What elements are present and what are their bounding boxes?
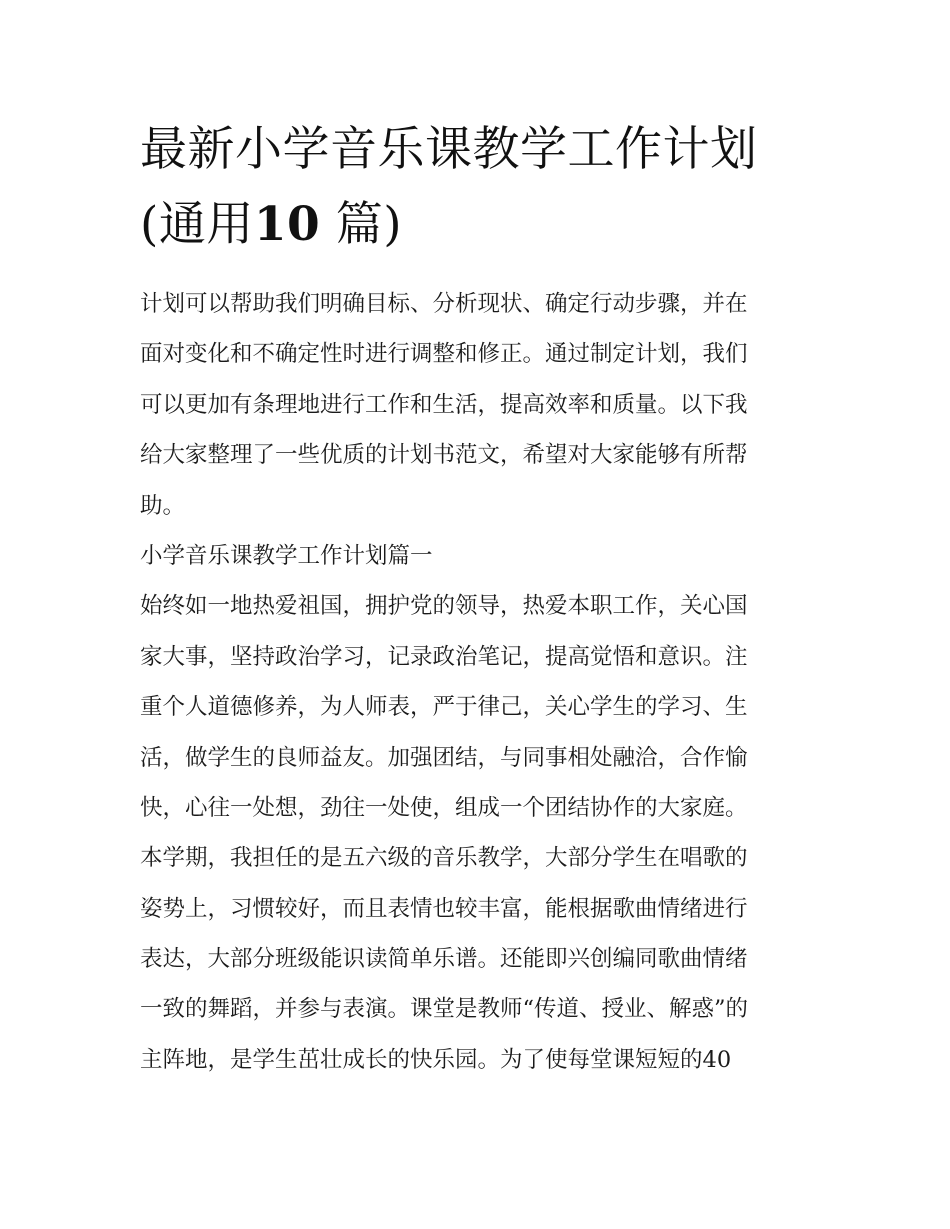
title-line-2-suffix: 篇) [335,197,403,252]
body-line: 姿势上，习惯较好，而且表情也较丰富，能根据歌曲情绪进行 [140,895,748,922]
body-line: 面对变化和不确定性时进行调整和修正。通过制定计划，我们 [140,341,748,368]
body-line: 本学期，我担任的是五六级的音乐教学，大部分学生在唱歌的 [140,845,748,872]
body-line: 计划可以帮助我们明确目标、分析现状、确定行动步骤，并在 [140,291,748,317]
body-line: 可以更加有条理地进行工作和生活，提高效率和质量。以下我 [140,391,748,418]
body-line: 表达，大部分班级能识读简单乐谱。还能即兴创编同歌曲情绪 [140,946,748,973]
body-line: 活，做学生的良师益友。加强团结，与同事相处融洽，合作愉 [140,744,748,771]
body-line: 一致的舞蹈，并参与表演。课堂是教师“传道、授业、解惑”的 [140,996,749,1023]
title-line-2-prefix: (通用 [140,197,254,252]
body-line: 家大事，坚持政治学习，记录政治笔记，提高觉悟和意识。注 [140,643,748,670]
body-line: 助。 [140,492,186,519]
title-line-2 [140,187,820,262]
title-line-2-number: 10 [253,197,321,252]
section-heading: 小学音乐课教学工作计划篇一 [140,542,433,569]
body-line: 主阵地，是学生茁壮成长的快乐园。为了使每堂课短短的40 [140,1046,732,1073]
body-line: 重个人道德修养，为人师表，严于律己，关心学生的学习、生 [140,694,748,721]
title-line-1: 最新小学音乐课教学工作计划 [140,122,758,177]
body-line: 快，心往一处想，劲往一处使，组成一个团结协作的大家庭。 [140,794,748,821]
body-line: 始终如一地热爱祖国，拥护党的领导，热爱本职工作，关心国 [140,593,748,620]
body-line: 给大家整理了一些优质的计划书范文，希望对大家能够有所帮 [140,442,748,469]
document-body [140,279,820,1085]
document-title [140,112,820,262]
